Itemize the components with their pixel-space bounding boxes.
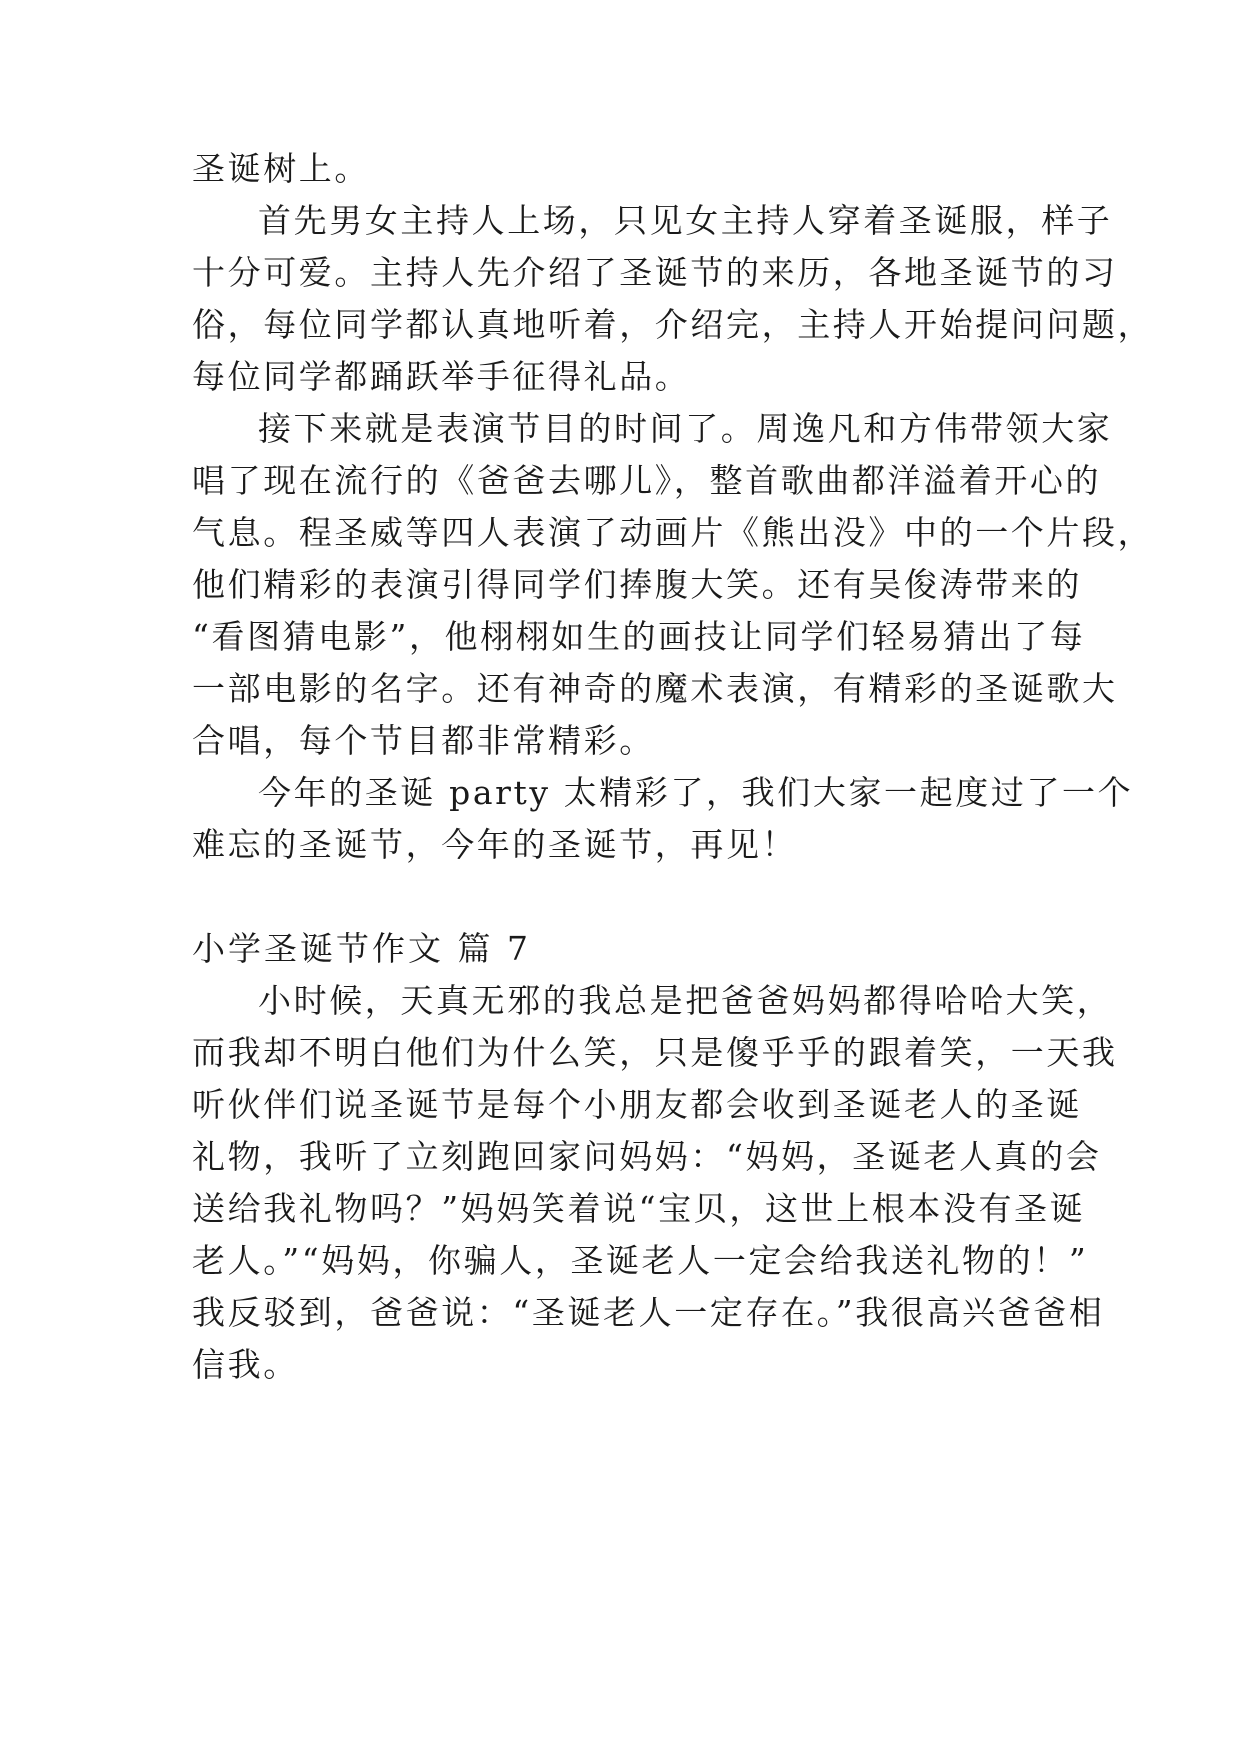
text-line: 圣诞树上。 [192, 149, 370, 188]
text-line: 信我。 [192, 1345, 299, 1384]
text-line: 老人。”“妈妈，你骗人，圣诞老人一定会给我送礼物的！” [192, 1241, 1089, 1280]
paragraph-first-line: 首先男女主持人上场，只见女主持人穿着圣诞服，样子 [258, 201, 1113, 240]
text-line: 而我却不明白他们为什么笑，只是傻乎乎的跟着笑，一天我 [192, 1033, 1118, 1072]
text-line: “看图猜电影”，他栩栩如生的画技让同学们轻易猜出了每 [192, 617, 1086, 656]
text-line: 我反驳到，爸爸说：“圣诞老人一定存在。”我很高兴爸爸相 [192, 1293, 1105, 1332]
section-heading: 小学圣诞节作文 篇 7 [192, 929, 531, 968]
text-line: 难忘的圣诞节，今年的圣诞节，再见！ [192, 825, 798, 864]
text-line: 他们精彩的表演引得同学们捧腹大笑。还有吴俊涛带来的 [192, 565, 1082, 604]
paragraph-first-line: 接下来就是表演节目的时间了。周逸凡和方伟带领大家 [258, 409, 1113, 448]
text-line: 合唱，每个节目都非常精彩。 [192, 721, 655, 760]
paragraph-first-line: 小时候，天真无邪的我总是把爸爸妈妈都得哈哈大笑， [258, 981, 1113, 1020]
text-line: 送给我礼物吗？”妈妈笑着说“宝贝，这世上根本没有圣诞 [192, 1189, 1086, 1228]
paragraph-first-line: 今年的圣诞 party 太精彩了，我们大家一起度过了一个 [258, 773, 1134, 812]
text-line: 唱了现在流行的《爸爸去哪儿》，整首歌曲都洋溢着开心的 [192, 461, 1102, 500]
text-line: 听伙伴们说圣诞节是每个小朋友都会收到圣诞老人的圣诞 [192, 1085, 1082, 1124]
text-line: 每位同学都踊跃举手征得礼品。 [192, 357, 691, 396]
text-line: 十分可爱。主持人先介绍了圣诞节的来历，各地圣诞节的习 [192, 253, 1118, 292]
text-line: 礼物，我听了立刻跑回家问妈妈：“妈妈，圣诞老人真的会 [192, 1137, 1102, 1176]
text-line: 一部电影的名字。还有神奇的魔术表演，有精彩的圣诞歌大 [192, 669, 1118, 708]
text-line: 气息。程圣威等四人表演了动画片《熊出没》中的一个片段， [192, 513, 1154, 552]
text-line: 俗，每位同学都认真地听着，介绍完，主持人开始提问问题， [192, 305, 1154, 344]
